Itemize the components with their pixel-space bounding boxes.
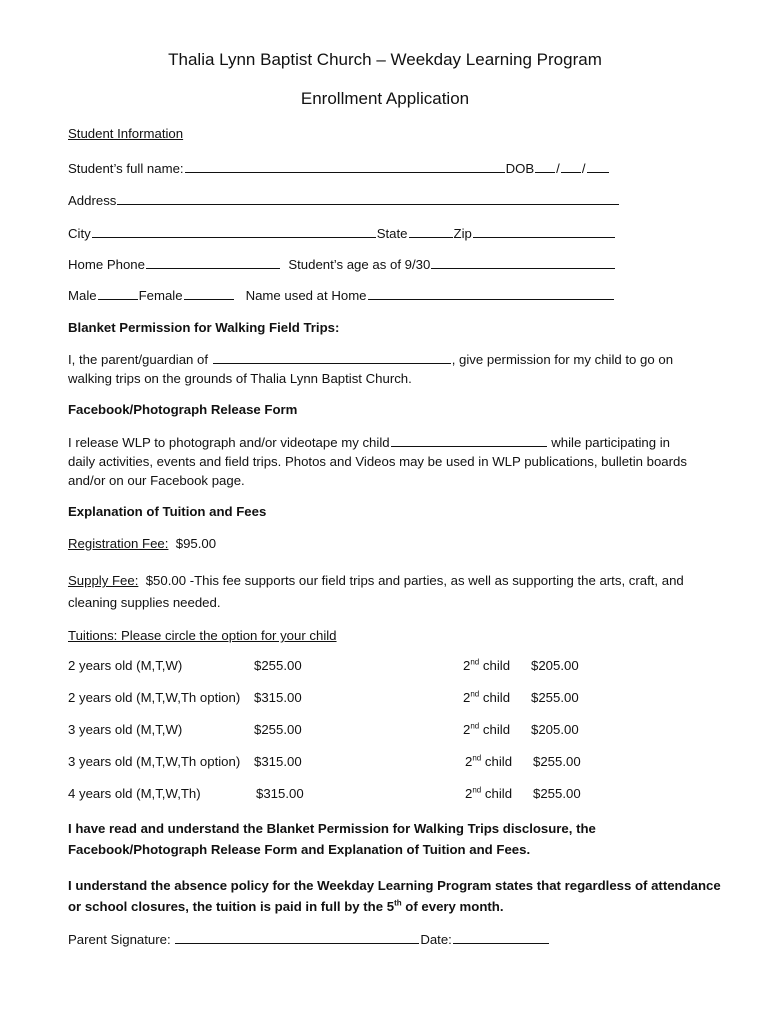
home-phone-label: Home Phone bbox=[68, 257, 145, 272]
address-row bbox=[68, 192, 620, 208]
student-name-row bbox=[68, 160, 610, 176]
female-field[interactable] bbox=[184, 287, 234, 300]
registration-fee-row bbox=[68, 536, 216, 551]
second-child-label: 2nd child bbox=[463, 689, 511, 705]
tuition-option[interactable]: 4 years old (M,T,W,Th) bbox=[68, 786, 201, 801]
absence-line1: I understand the absence policy for the Weekday Learning Program states that regardless of attendance bbox=[68, 878, 721, 893]
absence-policy bbox=[68, 875, 748, 917]
date-field[interactable] bbox=[453, 931, 549, 944]
field-trips-text-pre: I, the parent/guardian of bbox=[68, 352, 212, 367]
name-used-field[interactable] bbox=[368, 287, 614, 300]
male-label: Male bbox=[68, 288, 97, 303]
full-name-field[interactable] bbox=[185, 160, 505, 173]
absence-line2-post: of every month. bbox=[401, 899, 504, 914]
photo-release-text-pre: I release WLP to photograph and/or videotape my child bbox=[68, 435, 390, 450]
address-label: Address bbox=[68, 193, 117, 208]
second-child-label: 2nd child bbox=[463, 657, 511, 673]
photo-release-heading: Facebook/Photograph Release Form bbox=[68, 402, 298, 417]
dob-year-field[interactable] bbox=[587, 160, 609, 173]
zip-field[interactable] bbox=[473, 225, 615, 238]
date-label: Date: bbox=[420, 932, 452, 947]
supply-fee-row bbox=[68, 570, 728, 614]
tuitions-label: Tuitions: Please circle the option for your child bbox=[68, 628, 337, 643]
tuition-option[interactable]: 2 years old (M,T,W) bbox=[68, 658, 183, 673]
student-info-heading: Student Information bbox=[68, 126, 184, 141]
tuition-price: $315.00 bbox=[254, 754, 302, 769]
acknowledge-line1: I have read and understand the Blanket Permission for Walking Trips disclosure, the bbox=[68, 821, 596, 836]
phone-row bbox=[68, 256, 616, 272]
second-child-label: 2nd child bbox=[465, 753, 513, 769]
tuition-price: $315.00 bbox=[254, 690, 302, 705]
dob-label: DOB bbox=[505, 161, 535, 176]
second-child-price: $205.00 bbox=[531, 658, 579, 673]
second-child-label: 2nd child bbox=[465, 785, 513, 801]
field-trips-text bbox=[68, 350, 728, 388]
photo-release-text bbox=[68, 433, 728, 490]
age-label: Student’s age as of 9/30 bbox=[288, 257, 431, 272]
photo-release-text-line2: daily activities, events and field trips. Photos and Videos may be used in WLP publications, bulletin boards bbox=[68, 454, 687, 469]
dob-month-field[interactable] bbox=[535, 160, 555, 173]
tuition-price: $255.00 bbox=[254, 658, 302, 673]
registration-fee-label: Registration Fee: bbox=[68, 536, 169, 551]
supply-fee-label: Supply Fee: bbox=[68, 573, 139, 588]
second-child-price: $205.00 bbox=[531, 722, 579, 737]
parent-signature-field[interactable] bbox=[175, 931, 419, 944]
tuition-option[interactable]: 3 years old (M,T,W,Th option) bbox=[68, 754, 241, 769]
guardian-child-field[interactable] bbox=[213, 351, 451, 364]
photo-release-text-line3: and/or on our Facebook page. bbox=[68, 473, 245, 488]
address-field[interactable] bbox=[117, 192, 619, 205]
parent-signature-label: Parent Signature: bbox=[68, 932, 175, 947]
dob-day-field[interactable] bbox=[561, 160, 581, 173]
tuition-option[interactable]: 2 years old (M,T,W,Th option) bbox=[68, 690, 241, 705]
field-trips-heading: Blanket Permission for Walking Field Trips: bbox=[68, 320, 340, 335]
supply-fee-text2: cleaning supplies needed. bbox=[68, 595, 221, 610]
city-label: City bbox=[68, 226, 91, 241]
city-row bbox=[68, 225, 616, 241]
supply-fee-text: $50.00 -This fee supports our field trips and parties, as well as supporting the arts, craft, and bbox=[145, 573, 684, 588]
tuition-heading: Explanation of Tuition and Fees bbox=[68, 504, 267, 519]
dob-separator: / bbox=[556, 161, 560, 176]
second-child-price: $255.00 bbox=[531, 690, 579, 705]
name-used-label: Name used at Home bbox=[245, 288, 367, 303]
age-field[interactable] bbox=[431, 256, 615, 269]
female-label: Female bbox=[138, 288, 183, 303]
registration-fee-value: $95.00 bbox=[175, 536, 217, 551]
second-child-price: $255.00 bbox=[533, 754, 581, 769]
zip-label: Zip bbox=[453, 226, 472, 241]
second-child-price: $255.00 bbox=[533, 786, 581, 801]
state-label: State bbox=[376, 226, 408, 241]
signature-row bbox=[68, 931, 550, 947]
home-phone-field[interactable] bbox=[146, 256, 280, 269]
tuition-price: $255.00 bbox=[254, 722, 302, 737]
dob-separator: / bbox=[581, 161, 586, 176]
gender-row bbox=[68, 287, 615, 303]
page-title: Thalia Lynn Baptist Church – Weekday Learning Program bbox=[168, 50, 602, 69]
field-trips-text-line2: walking trips on the grounds of Thalia Lynn Baptist Church. bbox=[68, 371, 412, 386]
acknowledge-line2: Facebook/Photograph Release Form and Explanation of Tuition and Fees. bbox=[68, 842, 531, 857]
absence-line2: or school closures, the tuition is paid in full by the 5 bbox=[68, 899, 395, 914]
male-field[interactable] bbox=[98, 287, 138, 300]
tuition-option[interactable]: 3 years old (M,T,W) bbox=[68, 722, 183, 737]
photo-child-field[interactable] bbox=[391, 434, 547, 447]
tuition-price: $315.00 bbox=[256, 786, 304, 801]
field-trips-text-post: , give permission for my child to go on bbox=[451, 352, 674, 367]
photo-release-text-post: while participating in bbox=[547, 435, 671, 450]
state-field[interactable] bbox=[409, 225, 453, 238]
full-name-label: Student’s full name: bbox=[68, 161, 184, 176]
city-field[interactable] bbox=[92, 225, 376, 238]
second-child-label: 2nd child bbox=[463, 721, 511, 737]
page-subtitle: Enrollment Application bbox=[300, 89, 470, 108]
absence-sup: th bbox=[394, 898, 402, 908]
acknowledge-statement bbox=[68, 818, 728, 860]
